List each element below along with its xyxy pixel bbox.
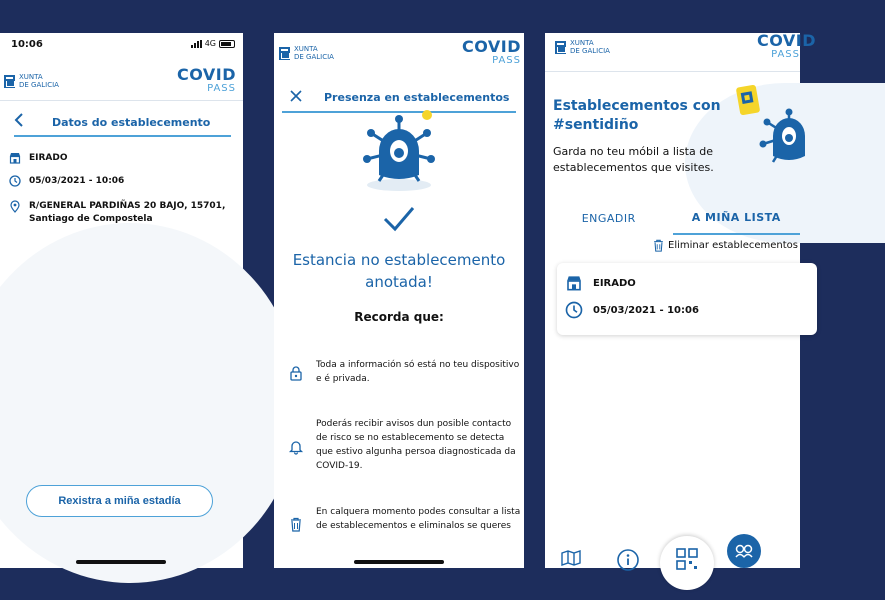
store-icon: [565, 275, 583, 291]
tab-add[interactable]: ENGADIR: [581, 211, 636, 225]
screen-establishment-list: [545, 31, 817, 568]
covid-pass-logo: [177, 67, 236, 94]
pass-logo-text: PASS: [207, 83, 236, 94]
delete-label: Eliminar establecementos: [668, 240, 798, 251]
bottom-navigation: [545, 538, 800, 568]
banner-title: Establecementos con #sentidiño: [553, 98, 721, 133]
screen-establishment-details: [0, 33, 243, 568]
xunta-flag-icon: [4, 75, 15, 88]
header-divider: [545, 71, 800, 72]
clock-icon: [9, 175, 21, 187]
reminder-item-privacy: [276, 358, 522, 386]
virus-character-illustration: [359, 111, 439, 199]
xunta-flag-icon: [555, 41, 566, 54]
lock-icon: [276, 358, 316, 381]
battery-icon: [219, 40, 235, 48]
delete-establishments-button[interactable]: [653, 239, 798, 252]
success-check-icon: [382, 205, 416, 237]
xunta-flag-icon: [279, 47, 290, 60]
register-stay-button[interactable]: Rexistra a miña estadía: [26, 485, 213, 517]
qr-scan-button[interactable]: [660, 536, 714, 590]
nav-bar: [14, 109, 231, 137]
reminder-text: Poderás recibir avisos dun posible contacto de risco se no establecemento se detecta que estivo algunha persoa diagnosticada da COVID-19.: [316, 419, 516, 471]
xunta-line1: XUNTA: [570, 39, 594, 47]
xunta-logo: [555, 39, 610, 55]
xunta-logo: [279, 45, 334, 61]
card-name-row: [565, 275, 636, 291]
trash-icon: [653, 239, 664, 252]
reminder-text: En calquera momento podes consultar a lista de establecementos e eliminalos se queres: [316, 507, 521, 531]
banner-description: Garda no teu móbil a lista de establecementos que visites.: [553, 145, 714, 174]
card-datetime-row: [565, 301, 699, 319]
trash-icon: [276, 505, 316, 532]
xunta-line2: DE GALICIA: [570, 47, 610, 55]
background-curve: [0, 223, 300, 583]
xunta-logo: [4, 73, 59, 89]
card-datetime: 05/03/2021 - 10:06: [593, 304, 699, 316]
bell-icon: [276, 417, 316, 454]
covid-pass-logo: [757, 33, 816, 60]
network-label: 4G: [204, 39, 216, 48]
nav-title: Presenza en establecementos: [324, 90, 510, 104]
establishment-card[interactable]: [557, 263, 817, 335]
clock-icon: [565, 301, 583, 319]
status-indicators: [191, 39, 235, 48]
visit-datetime: 05/03/2021 - 10:06: [29, 176, 125, 186]
reminder-subheading: Recorda que:: [354, 310, 444, 324]
success-heading: Estancia no establecemento anotada!: [292, 251, 506, 291]
group-icon: [735, 544, 753, 558]
virus-character-illustration: [759, 108, 803, 172]
datetime-row: [9, 175, 124, 188]
screen-stay-registered: [274, 33, 524, 568]
signal-icon: [191, 40, 202, 48]
store-icon: [9, 152, 21, 164]
xunta-line2: DE GALICIA: [19, 81, 59, 89]
covid-pass-logo: [462, 39, 521, 66]
establishments-nav-button[interactable]: [727, 534, 761, 568]
home-indicator: [354, 560, 444, 564]
xunta-line1: XUNTA: [294, 45, 318, 53]
map-icon[interactable]: [561, 550, 581, 570]
address-row: [9, 200, 234, 226]
reminder-item-delete: [276, 505, 522, 533]
reminder-item-alerts: [276, 417, 522, 473]
status-time: 10:06: [11, 39, 43, 50]
qr-phone-illustration: [737, 85, 759, 119]
nav-title: Datos do establecemento: [52, 115, 211, 129]
covid-logo-text: COVID: [461, 37, 521, 56]
home-indicator: [76, 560, 166, 564]
pass-logo-text: PASS: [492, 55, 521, 66]
info-icon[interactable]: [617, 549, 639, 575]
xunta-line2: DE GALICIA: [294, 53, 334, 61]
xunta-line1: XUNTA: [19, 73, 43, 81]
nav-bar: [282, 83, 516, 113]
tab-bar: [545, 201, 800, 235]
reminder-text: Toda a información só está no teu dispositivo e é privada.: [316, 360, 520, 384]
card-establishment-name: EIRADO: [593, 277, 636, 289]
location-pin-icon: [9, 200, 21, 213]
qr-code-icon: [676, 548, 698, 570]
address-text: R/GENERAL PARDIÑAS 20 BAJO, 15701, Santiago de Compostela: [29, 201, 226, 224]
header-divider: [0, 100, 243, 101]
covid-logo-text: COVID: [757, 31, 817, 50]
establishment-name: EIRADO: [29, 153, 68, 163]
pass-logo-text: PASS: [771, 49, 800, 60]
back-arrow-icon[interactable]: [14, 112, 34, 132]
covid-logo-text: COVID: [176, 65, 236, 84]
close-icon[interactable]: [290, 88, 306, 106]
tab-my-list[interactable]: A MIÑA LISTA: [673, 201, 801, 235]
establishment-row: [9, 152, 68, 165]
